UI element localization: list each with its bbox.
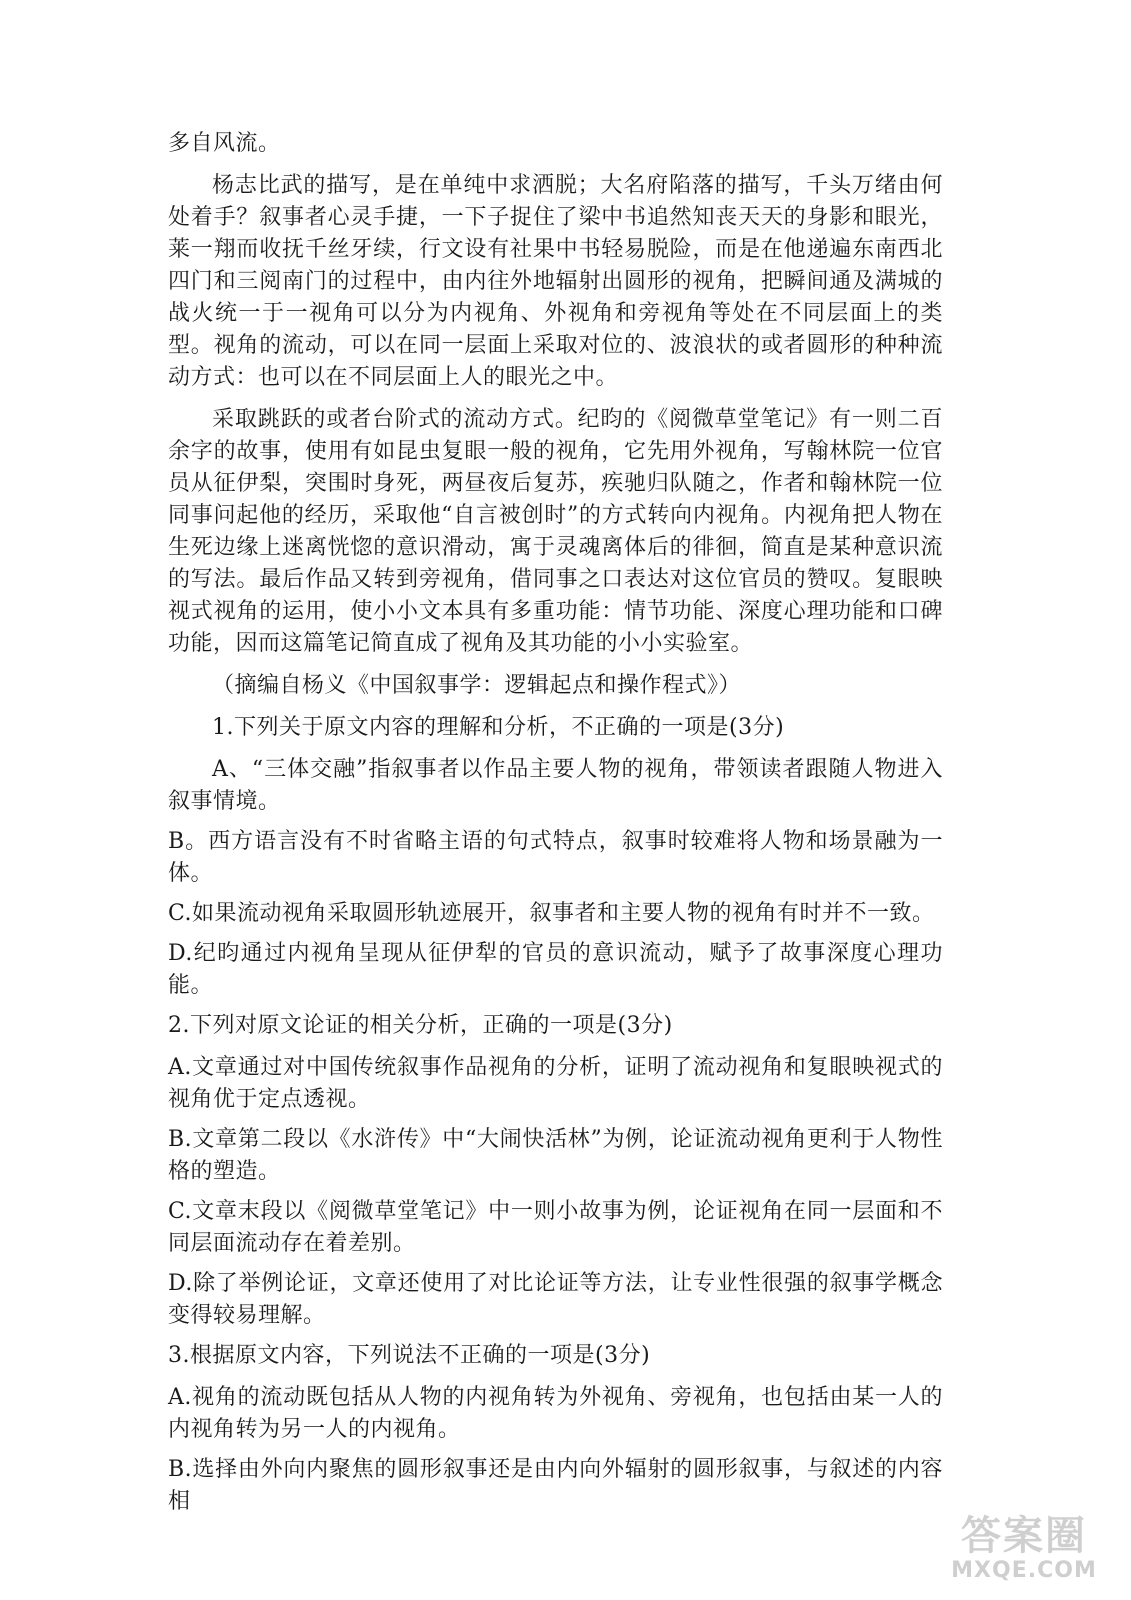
paragraph-continuation: 多自风流。 [168, 131, 281, 156]
question-3-option-b: B.选择由外向内聚焦的圆形叙事还是由内向外辐射的圆形叙事，与叙述的内容相 [168, 1457, 943, 1514]
question-1-option-a: A、“三体交融”指叙事者以作品主要人物的视角，带领读者跟随人物进入叙事情境。 [168, 757, 943, 814]
question-1-option-d: D.纪昀通过内视角呈现从征伊犁的官员的意识流动，赋予了故事深度心理功能。 [168, 941, 943, 998]
site-watermark [939, 1514, 1109, 1590]
question-3-option-a: A.视角的流动既包括从人物的内视角转为外视角、旁视角，也包括由某一人的内视角转为另一人的内视角。 [168, 1385, 943, 1442]
question-2-option-c: C.文章末段以《阅微草堂笔记》中一则小故事为例，论证视角在同一层面和不同层面流动存在着差别。 [168, 1199, 943, 1256]
question-1-option-b: B。西方语言没有不时省略主语的句式特点，叙事时较难将人物和场景融为一体。 [168, 829, 943, 886]
question-2-option-d: D.除了举例论证，文章还使用了对比论证等方法，让专业性很强的叙事学概念变得较易理解。 [168, 1271, 943, 1328]
question-2-option-b: B.文章第二段以《水浒传》中“大闹快活林”为例，论证流动视角更利于人物性格的塑造。 [168, 1127, 943, 1184]
question-2-stem: 2.下列对原文论证的相关分析，正确的一项是(3分) [168, 1013, 673, 1038]
question-1-option-c: C.如果流动视角采取圆形轨迹展开，叙事者和主要人物的视角有时并不一致。 [168, 901, 935, 926]
watermark-logo-text: 答案圈 [961, 1513, 1087, 1559]
question-3-stem: 3.根据原文内容，下列说法不正确的一项是(3分) [168, 1343, 651, 1368]
question-2-option-a: A.文章通过对中国传统叙事作品视角的分析，证明了流动视角和复眼映视式的视角优于定点透视。 [168, 1055, 943, 1112]
paragraph-yangzhi: 杨志比武的描写，是在单纯中求洒脱；大名府陷落的描写，千头万绪由何处着手？叙事者心灵手捷，一下子捉住了梁中书追然知丧天天的身影和眼光，莱一翔而收抚千丝牙续，行文设有社果中书轻易脱险，而是在他递遍东南西北四门和三阅南门的过程中，由内往外地辐射出圆形的视角，把瞬间通及满城的战火统一于一视角可以分为内视角、外视角和旁视角等处在不同层面上的类型。视角的流动，可以在同一层面上采取对位的、波浪状的或者圆形的种种流动方式：也可以在不同层面上人的眼光之中。 [168, 173, 943, 390]
paragraph-jiyun: 采取跳跃的或者台阶式的流动方式。纪昀的《阅微草堂笔记》有一则二百余字的故事，使用有如昆虫复眼一般的视角，它先用外视角，写翰林院一位官员从征伊梨，突围时身死，两昼夜后复苏，疾驰归队随之，作者和翰林院一位同事问起他的经历，采取他“自言被创时”的方式转向内视角。内视角把人物在生死边缘上迷离恍惚的意识滑动，寓于灵魂离体后的徘徊，简直是某种意识流的写法。最后作品又转到旁视角，借同事之口表达对这位官员的赞叹。复眼映视式视角的运用，使小小文本具有多重功能：情节功能、深度心理功能和口碑功能，因而这篇笔记简直成了视角及其功能的小小实验室。 [168, 407, 943, 656]
question-1-stem: 1.下列关于原文内容的理解和分析，不正确的一项是(3分) [212, 715, 785, 740]
watermark-url: MXQE.COM [951, 1558, 1097, 1583]
document-page [168, 128, 943, 1526]
source-citation: （摘编自杨义《中国叙事学：逻辑起点和操作程式》） [212, 673, 742, 698]
